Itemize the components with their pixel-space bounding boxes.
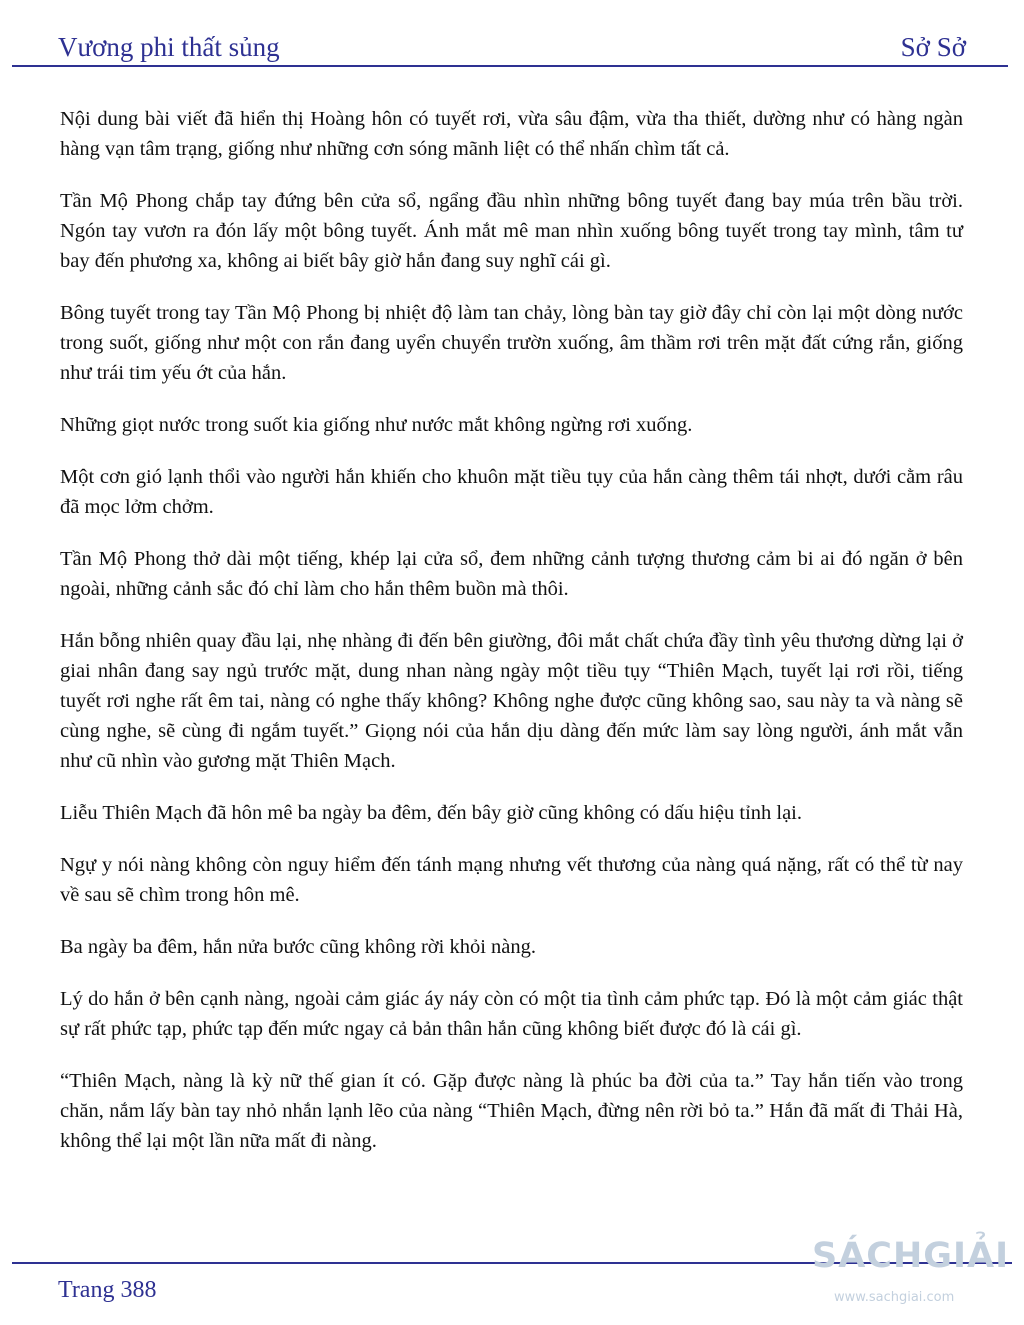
paragraph: Hắn bỗng nhiên quay đầu lại, nhẹ nhàng đi đến bên giường, đôi mắt chất chứa đầy tình yêu thương dừng lại ở giai nhân đang say ngủ trước mặt, dung nhan nàng ngày một tiều tụy “Thiên Mạch, tuyết lại rơi rồi, tiếng tuyết rơi nghe rất êm tai, nàng có nghe thấy không? Không nghe được cũng không sao, sau này ta và nàng sẽ cùng nghe, sẽ cùng đi ngắm tuyết.” Giọng nói của hắn dịu dàng đến mức làm say lòng người, ánh mắt vẫn như cũ nhìn vào gương mặt Thiên Mạch. (60, 630, 963, 772)
paragraph: Tần Mộ Phong chắp tay đứng bên cửa sổ, ngẩng đầu nhìn những bông tuyết đang bay múa trên bầu trời. Ngón tay vươn ra đón lấy một bông tuyết. Ánh mắt mê man nhìn xuống bông tuyết trong tay mình, tâm tư bay đến phương xa, không ai biết bây giờ hắn đang suy nghĩ cái gì. (60, 190, 963, 272)
header-divider (12, 65, 1008, 67)
paragraph: Những giọt nước trong suốt kia giống như nước mắt không ngừng rơi xuống. (60, 414, 693, 436)
paragraph: “Thiên Mạch, nàng là kỳ nữ thế gian ít có. Gặp được nàng là phúc ba đời của ta.” Tay hắn tiến vào trong chăn, nắm lấy bàn tay nhỏ nhắn lạnh lẽo của nàng “Thiên Mạch, đừng nên rời bỏ ta.” Hắn đã mất đi Thải Hà, không thể lại một lần nữa mất đi nàng. (60, 1070, 963, 1152)
watermark-url: www.sachgiai.com (834, 1290, 955, 1305)
paragraph: Liễu Thiên Mạch đã hôn mê ba ngày ba đêm, đến bây giờ cũng không có dấu hiệu tỉnh lại. (60, 802, 803, 824)
page-body (60, 104, 963, 1178)
paragraph: Tần Mộ Phong thở dài một tiếng, khép lại cửa sổ, đem những cảnh tượng thương cảm bi ai đó ngăn ở bên ngoài, những cảnh sắc đó chỉ làm cho hắn thêm buồn mà thôi. (60, 548, 963, 600)
paragraph: Ba ngày ba đêm, hắn nửa bước cũng không rời khỏi nàng. (60, 936, 537, 958)
watermark-logo: SÁCHGIẢI (812, 1236, 1010, 1276)
paragraph: Ngự y nói nàng không còn nguy hiểm đến tánh mạng nhưng vết thương của nàng quá nặng, rất có thể từ nay về sau sẽ chìm trong hôn mê. (60, 854, 963, 906)
paragraph: Một cơn gió lạnh thổi vào người hắn khiến cho khuôn mặt tiều tụy của hắn càng thêm tái nhợt, dưới cằm râu đã mọc lởm chởm. (60, 466, 963, 518)
paragraph: Bông tuyết trong tay Tần Mộ Phong bị nhiệt độ làm tan chảy, lòng bàn tay giờ đây chỉ còn lại một dòng nước trong suốt, giống như một con rắn đang uyển chuyển trườn xuống, âm thầm rơi trên mặt đất cứng rắn, giống như trái tim yếu ớt của hắn. (60, 302, 963, 384)
paragraph: Nội dung bài viết đã hiển thị Hoàng hôn có tuyết rơi, vừa sâu đậm, vừa tha thiết, dường như có hàng ngàn hàng vạn tâm trạng, giống như những cơn sóng mãnh liệt có thể nhấn chìm tất cả. (60, 108, 963, 160)
page-number: Trang 388 (58, 1277, 157, 1303)
paragraph: Lý do hắn ở bên cạnh nàng, ngoài cảm giác áy náy còn có một tia tình cảm phức tạp. Đó là một cảm giác thật sự rất phức tạp, phức tạp đến mức ngay cả bản thân hắn cũng không biết được đó là cái gì. (60, 988, 963, 1040)
author-name: Sở Sở (900, 32, 966, 62)
book-title: Vương phi thất sủng (58, 32, 280, 62)
page-header (58, 26, 966, 62)
watermark (812, 1232, 1022, 1316)
